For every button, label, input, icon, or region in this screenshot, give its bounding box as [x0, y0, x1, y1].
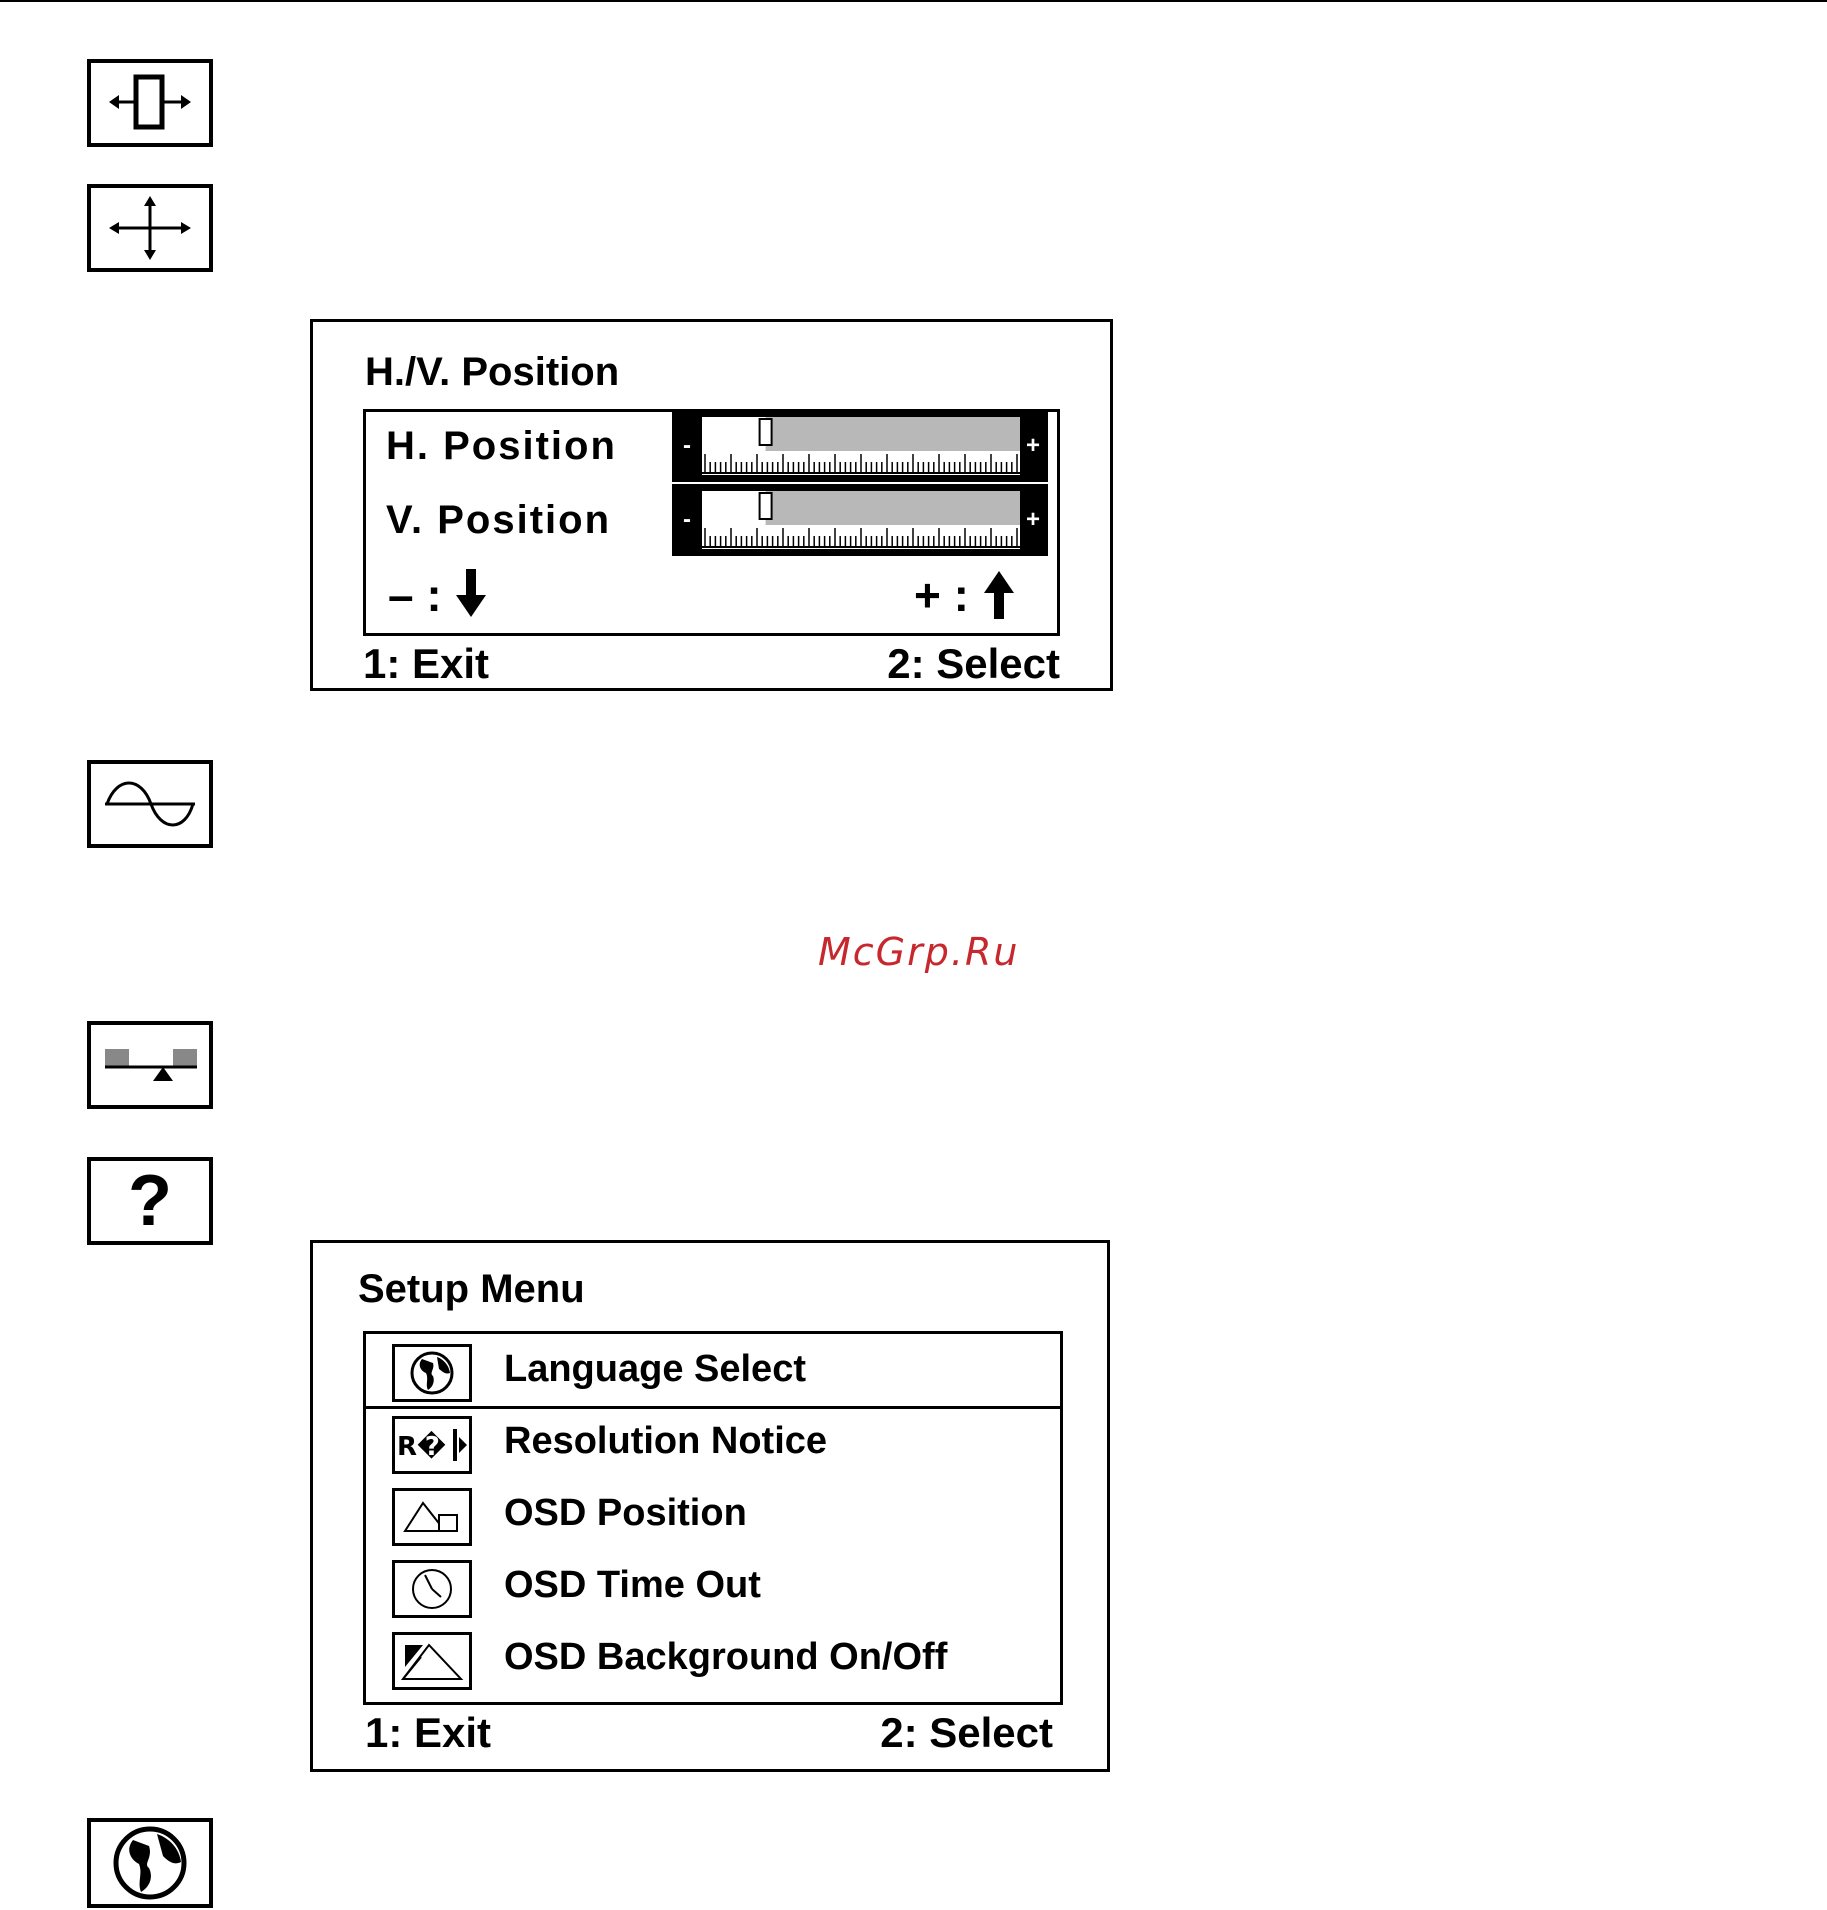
minus-hint: [388, 568, 488, 622]
resolution-notice-icon: [392, 1416, 472, 1474]
menu-item-language-select[interactable]: [366, 1334, 1060, 1409]
menu-item-osd-position[interactable]: [366, 1478, 1060, 1550]
hv-position-icon: [87, 184, 213, 272]
menu-item-resolution-notice[interactable]: [366, 1406, 1060, 1478]
exit-hint: 1: Exit: [363, 640, 490, 687]
slider-plus-label: +: [1025, 506, 1041, 533]
horizontal-size-icon: [87, 59, 213, 147]
globe-icon: [87, 1818, 213, 1908]
globe-icon: [392, 1344, 472, 1402]
exit-hint: 1: Exit: [365, 1709, 492, 1756]
v-position-label: V. Position: [386, 498, 612, 542]
osd-position-icon: [392, 1488, 472, 1546]
setup-menu-list: [363, 1331, 1063, 1705]
menu-item-label: Resolution Notice: [504, 1420, 828, 1462]
menu-item-label: OSD Time Out: [504, 1564, 761, 1606]
menu-item-osd-background[interactable]: [366, 1622, 1060, 1694]
arrow-down-icon: [454, 569, 488, 619]
h-position-label: H. Position: [386, 424, 617, 468]
slider-minus-label: -: [683, 506, 691, 533]
clock-icon: [392, 1560, 472, 1618]
minus-hint-label: – :: [388, 569, 442, 621]
menu-item-osd-time-out[interactable]: [366, 1550, 1060, 1622]
plus-hint: [914, 568, 1016, 622]
panel-title: Setup Menu: [358, 1267, 585, 1311]
resolution-icon-text: R�: [397, 1432, 446, 1462]
menu-item-label: OSD Background On/Off: [504, 1636, 948, 1678]
menu-item-label: OSD Position: [504, 1492, 747, 1534]
menu-item-label: Language Select: [504, 1348, 806, 1390]
h-position-slider[interactable]: [672, 410, 1048, 482]
question-mark-icon: [87, 1157, 213, 1245]
arrow-up-icon: [982, 569, 1016, 619]
top-rule: [0, 0, 1827, 2]
watermark: McGrp.Ru: [818, 930, 1020, 974]
sine-wave-icon: [87, 760, 213, 848]
slider-plus-label: +: [1025, 432, 1041, 459]
panel-title: H./V. Position: [365, 350, 620, 394]
v-position-slider[interactable]: [672, 484, 1048, 556]
hv-position-panel: [310, 319, 1113, 691]
balance-icon: [87, 1021, 213, 1109]
plus-hint-label: + :: [914, 569, 969, 621]
select-hint: 2: Select: [880, 1709, 1053, 1756]
select-hint: 2: Select: [887, 640, 1060, 687]
setup-menu-panel: [310, 1240, 1110, 1772]
question-glyph: ?: [128, 1161, 172, 1241]
hv-settings-box: [363, 409, 1060, 636]
background-icon: [392, 1632, 472, 1690]
slider-minus-label: -: [683, 432, 691, 459]
